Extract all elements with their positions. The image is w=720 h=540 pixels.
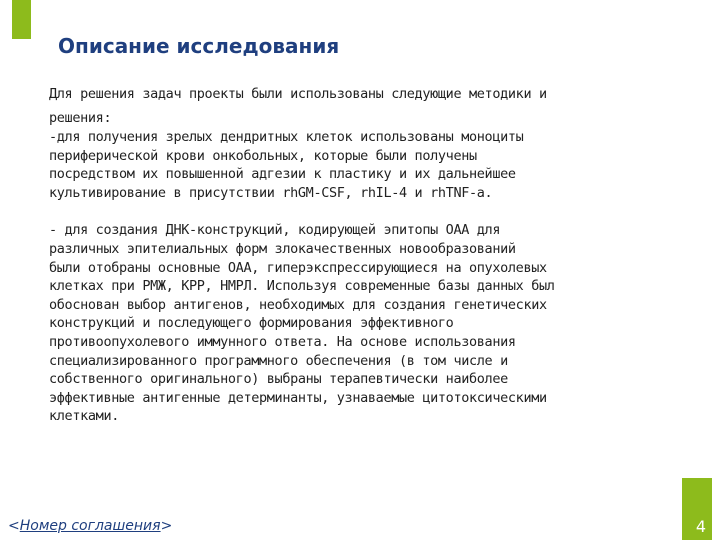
- agreement-number-link[interactable]: [8, 518, 172, 534]
- text-line: клетках при РМЖ, КРР, НМРЛ. Используя современные базы данных был: [49, 278, 555, 295]
- text-line: -для получения зрелых дендритных клеток использованы моноциты: [49, 129, 524, 145]
- paragraph-dendritic-cells: [49, 128, 681, 202]
- text-line: собственного оригинального) выбраны терапевтически наиболее: [49, 371, 508, 388]
- slide-body: [49, 80, 681, 426]
- text-line: были отобраны основные ОАА, гиперэкспрессирующиеся на опухолевых: [49, 259, 547, 276]
- bracket-close: >: [160, 518, 173, 534]
- text-line: клетками.: [49, 408, 119, 425]
- text-line: конструкций и последующего формирования эффективного: [49, 315, 454, 332]
- slide-title: Описание исследования: [58, 34, 340, 58]
- page-number-badge: [682, 478, 712, 540]
- intro-line-1: Для решения задач проекты были использованы следующие методики и: [49, 86, 547, 102]
- text-line: культивирование в присутствии rhGM-CSF, rhIL-4 и rhTNF-a.: [49, 184, 493, 201]
- text-line: периферической крови онкобольных, которые были получены: [49, 147, 477, 164]
- text-line: эффективные антигенные детерминанты, узнаваемые цитотоксическими: [49, 389, 547, 406]
- text-line: противоопухолевого иммунного ответа. На основе использования: [49, 333, 516, 350]
- bracket-open: <: [8, 518, 20, 534]
- intro-line-2: решения:: [49, 110, 112, 126]
- paragraph-gap: [49, 202, 681, 221]
- text-line: различных эпителиальных форм злокачественных новообразований: [49, 240, 516, 257]
- text-line: - для создания ДНК-конструкций, кодирующей эпитопы ОАА для: [49, 222, 501, 239]
- accent-bar-top: [12, 0, 31, 39]
- text-line: обоснован выбор антигенов, необходимых для создания генетических: [49, 296, 547, 313]
- text-line: специализированного программного обеспечения (в том числе и: [49, 352, 508, 369]
- page-number: 4: [695, 517, 706, 536]
- text-line: посредством их повышенной адгезии к пластику и их дальнейшее: [49, 166, 516, 183]
- agreement-link-text[interactable]: Номер соглашения: [19, 518, 161, 534]
- paragraph-dna-constructs: [49, 221, 681, 426]
